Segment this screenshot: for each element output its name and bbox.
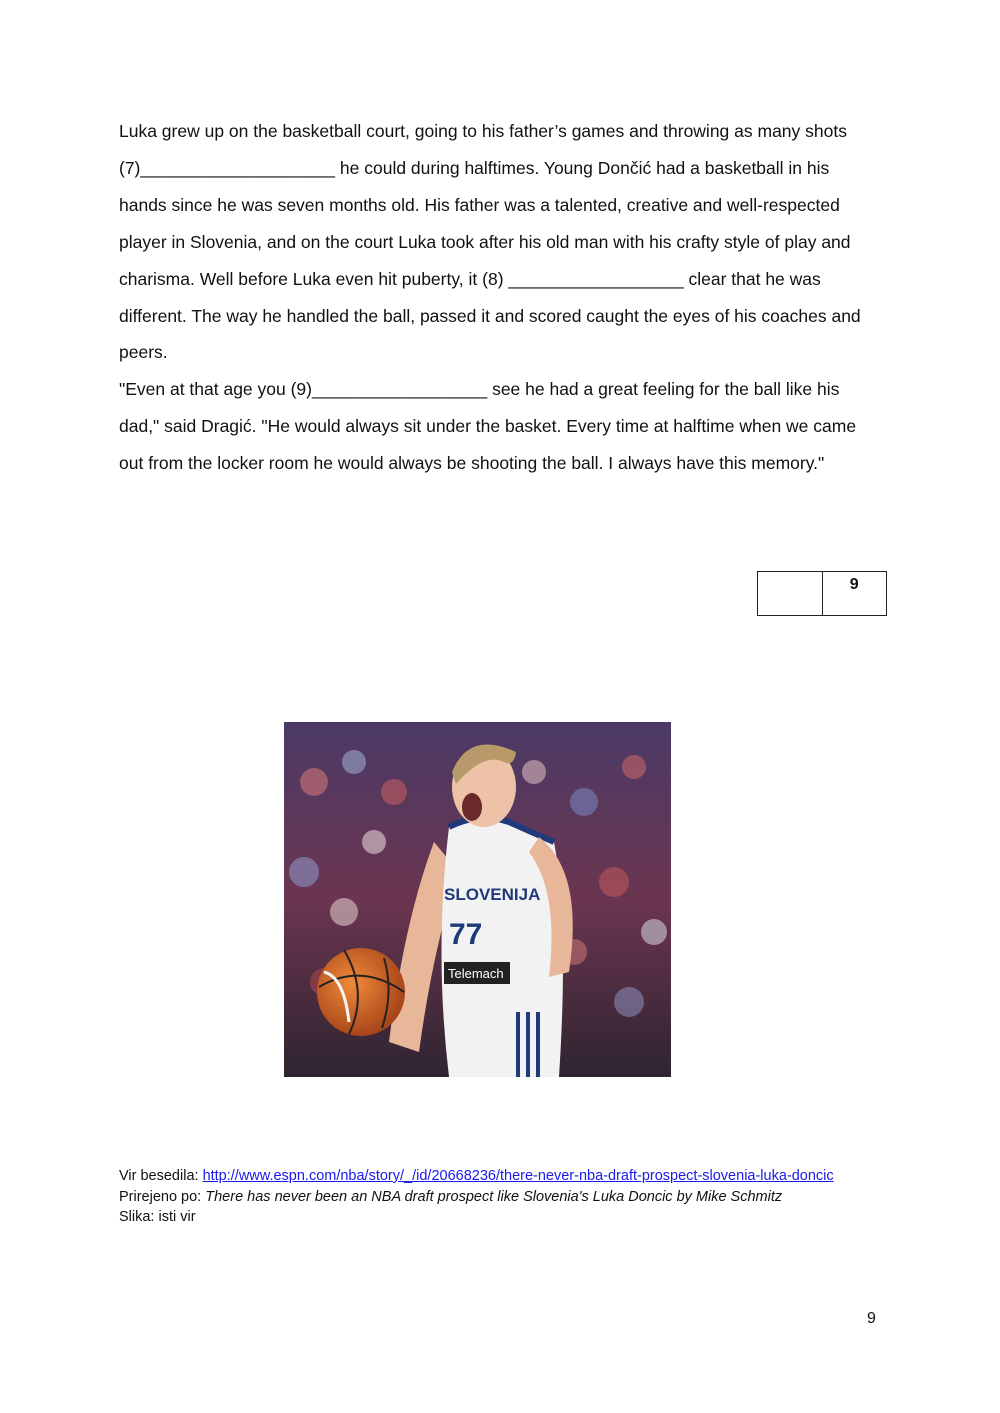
jersey-text: SLOVENIJA [444,885,541,904]
source-link[interactable]: http://www.espn.com/nba/story/_/id/20668236/there-never-nba-draft-prospect-slovenia-luka-doncic [202,1168,834,1184]
score-max-points: 9 [849,576,859,593]
source-text-label: Vir besedila: [119,1168,203,1184]
score-box [757,571,887,616]
source-citation [119,1166,879,1228]
paragraph-1-text-c: clear that he was different. The way he handled the ball, passed it and scored caught the eyes of his coaches and peers. [119,268,861,363]
paragraph-2-text-a: "Even at that age you (9) [119,379,312,399]
blank-7[interactable]: ____________________ [140,157,336,178]
paragraph-1 [119,113,879,371]
blank-8[interactable]: __________________ [508,268,684,289]
paragraph-1-text-b: he could during halftimes. Young Dončić had a basketball in his hands since he was seven months old. His father was a talented, creative and well-respected player in Slovenia, and on the court Luka took after his old man with his crafty style of play and charisma. Well before Luka even hit puberty, it (8) [119,157,851,289]
adapted-title: There has never been an NBA draft prospect like Slovenia's Luka Doncic by Mike Schmitz [205,1188,783,1205]
paragraph-2-text-b: see he had a great feeling for the ball like his dad," said Dragić. "He would always sit under the basket. Every time at halftime when we came out from the locker room he would always be shooting the ball. I always have this memory." [119,379,857,473]
jersey-number: 77 [449,918,483,951]
score-max-cell [822,572,887,615]
sponsor-text: Telemach [448,966,504,981]
paragraph-2 [119,371,879,482]
blank-9[interactable]: __________________ [312,379,488,399]
image-source-line: Slika: isti vir [119,1209,196,1225]
paragraph-1-text-a: Luka grew up on the basketball court, going to his father’s games and throwing as many shots (7) [119,121,847,178]
score-input-cell[interactable] [758,572,822,615]
player-photo-illustration [284,722,671,1077]
source-text-line [119,1166,879,1187]
adapted-line [119,1187,879,1208]
player-photo [284,722,671,1077]
adapted-label: Prirejeno po: [119,1188,206,1205]
page-number: 9 [867,1310,876,1327]
